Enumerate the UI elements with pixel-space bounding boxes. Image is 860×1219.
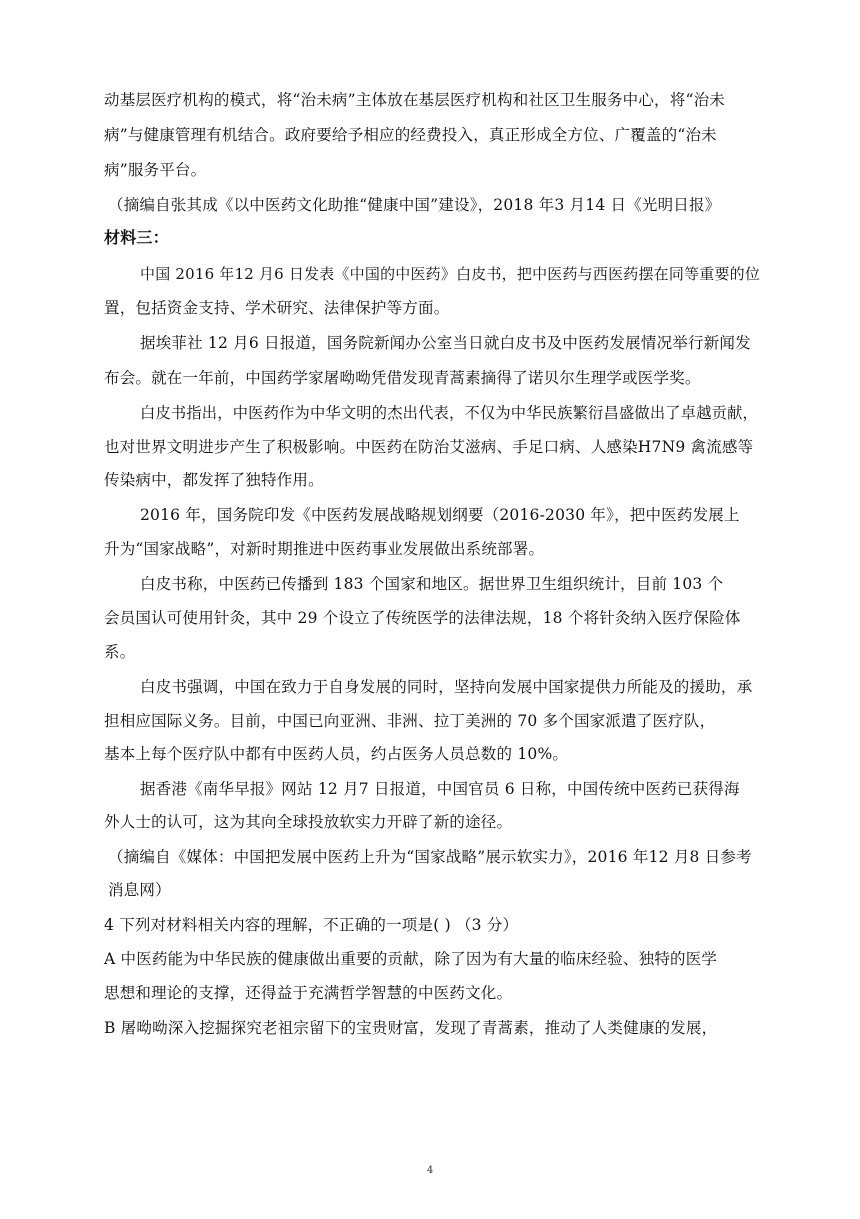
text-line: 外人士的认可，这为其向全球投放软实力开辟了新的途径。 (104, 813, 513, 831)
page-number: 4 (426, 1165, 434, 1176)
source-citation: 消息网） (108, 881, 171, 899)
text-line: 置，包括资金支持、学术研究、法律保护等方面。 (104, 299, 450, 317)
text-line: 病”与健康管理有机结合。政府要给予相应的经费投入，真正形成全方位、广覆盖的“治未 (104, 126, 717, 144)
text-line: 2016 年，国务院印发《中医药发展战略规划纲要（2016-2030 年》，把中医药发展上 (140, 506, 740, 524)
section-heading: 材料三： (104, 228, 169, 247)
text-line: 白皮书称，中医药已传播到 183 个国家和地区。据世界卫生组织统计，目前 103 个 (140, 575, 724, 593)
option-a-continued: 思想和理论的支撑，还得益于充满哲学智慧的中医药文化。 (104, 984, 513, 1002)
text-line: 动基层医疗机构的模式，将“治未病”主体放在基层医疗机构和社区卫生服务中心，将“治未 (104, 91, 725, 109)
source-citation: （摘编自《媒体：中国把发展中医药上升为“国家战略”展示软实力》，2016 年12 月8 日参考 (108, 848, 752, 866)
text-line: 病”服务平台。 (104, 161, 207, 179)
text-line: 担相应国际义务。目前，中国已向亚洲、非洲、拉丁美洲的 70 多个国家派遣了医疗队， (104, 712, 716, 730)
text-line: 会员国认可使用针灸，其中 29 个设立了传统医学的法律法规，18 个将针灸纳入医疗保险体 (104, 609, 741, 627)
option-a: A 中医药能为中华民族的健康做出重要的贡献，除了因为有大量的临床经验、独特的医学 (104, 950, 718, 968)
text-line: 据埃菲社 12 月6 日报道，国务院新闻办公室当日就白皮书及中医药发展情况举行新闻发 (140, 334, 751, 352)
text-line: 传染病中，都发挥了独特作用。 (104, 471, 324, 489)
question-stem: 4 下列对材料相关内容的理解，不正确的一项是( ) （3 分） (104, 916, 519, 934)
text-line: 基本上每个医疗队中都有中医药人员，约占医务人员总数的 10%。 (104, 745, 569, 763)
text-line: 升为“国家战略”，对新时期推进中医药事业发展做出系统部署。 (104, 540, 545, 558)
text-line: 中国 2016 年12 月6 日发表《中国的中医药》白皮书，把中医药与西医药摆在同等重要的位 (140, 265, 761, 283)
text-line: 布会。就在一年前，中国药学家屠呦呦凭借发现青蒿素摘得了诺贝尔生理学或医学奖。 (104, 369, 701, 387)
option-b: B 屠呦呦深入挖掘探究老祖宗留下的宝贵财富，发现了青蒿素，推动了人类健康的发展， (104, 1019, 718, 1037)
text-line: 系。 (104, 643, 136, 661)
source-citation: （摘编自张其成《以中医药文化助推“健康中国”建设》，2018 年3 月14 日《光明日报》 (108, 196, 721, 214)
text-line: 白皮书指出，中医药作为中华文明的杰出代表，不仅为中华民族繁衍昌盛做出了卓越贡献， (140, 404, 758, 422)
text-line: 据香港《南华早报》网站 12 月7 日报道，中国官员 6 日称，中国传统中医药已获得海 (140, 780, 740, 798)
text-line: 也对世界文明进步产生了积极影响。中医药在防治艾滋病、手足口病、人感染H7N9 禽流感等 (104, 438, 754, 456)
text-line: 白皮书强调，中国在致力于自身发展的同时，坚持向发展中国家提供力所能及的援助，承 (140, 678, 753, 696)
